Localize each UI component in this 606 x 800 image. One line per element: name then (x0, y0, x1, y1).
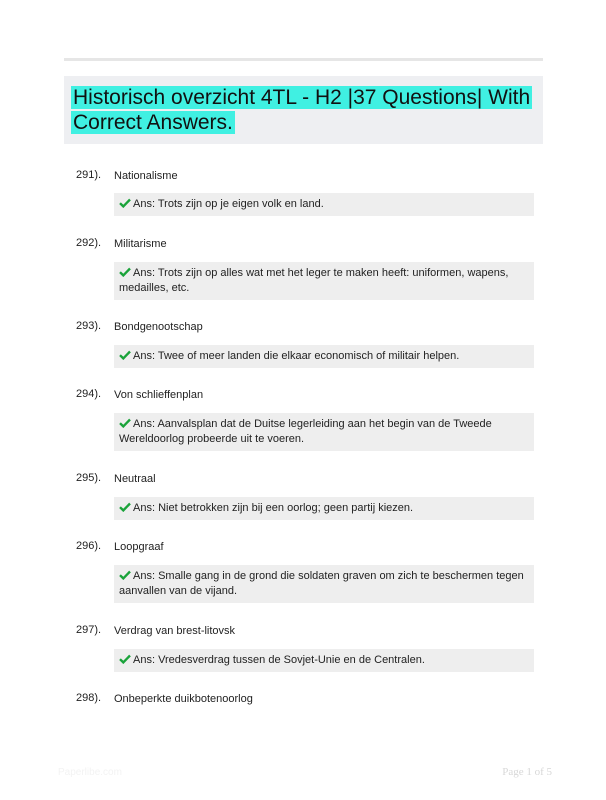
question-number: 292). (76, 237, 102, 249)
question-term: Loopgraaf (114, 541, 164, 553)
answer-box (114, 413, 534, 451)
page-number: Page 1 of 5 (502, 766, 552, 778)
question-term: Verdrag van brest-litovsk (114, 625, 236, 637)
page-title-text: Historisch overzicht 4TL - H2 |37 Questions| With Correct Answers. (73, 86, 531, 134)
question-term: Von schlieffenplan (114, 389, 204, 401)
check-icon (119, 198, 131, 208)
answer-box (114, 193, 534, 216)
footer-site-watermark: Paperlibe.com (58, 767, 122, 778)
check-icon (119, 654, 131, 664)
question-number: 298). (76, 692, 102, 704)
question-number: 294). (76, 388, 102, 400)
check-icon (119, 502, 131, 512)
check-icon (119, 570, 131, 580)
question-term: Onbeperkte duikbotenoorlog (114, 693, 253, 705)
answer-text: Ans: Vredesverdrag tussen de Sovjet-Unie en de Centralen. (133, 654, 425, 666)
answer-text: Ans: Twee of meer landen die elkaar economisch of militair helpen. (133, 350, 460, 362)
answer-box (114, 497, 534, 520)
answer-text: Ans: Trots zijn op alles wat met het leger te maken heeft: uniformen, wapens, medailles, etc. (119, 267, 509, 294)
check-icon (119, 418, 131, 428)
question-term: Nationalisme (114, 170, 178, 182)
question-number: 295). (76, 472, 102, 484)
question-number: 291). (76, 169, 102, 181)
answer-box (114, 262, 534, 300)
answer-box (114, 649, 534, 672)
check-icon (119, 267, 131, 277)
answer-text: Ans: Smalle gang in de grond die soldaten graven om zich te beschermen tegen aanvallen van de vijand. (119, 570, 524, 597)
answer-text: Ans: Niet betrokken zijn bij een oorlog; geen partij kiezen. (133, 502, 414, 514)
answer-box (114, 345, 534, 368)
question-term: Bondgenootschap (114, 321, 203, 333)
question-number: 296). (76, 540, 102, 552)
answer-text: Ans: Aanvalsplan dat de Duitse legerleiding aan het begin van de Tweede Wereldoorlog probeerde uit te voeren. (119, 418, 492, 445)
question-term: Militarisme (114, 238, 167, 250)
question-term: Neutraal (114, 473, 156, 485)
answer-box (114, 565, 534, 603)
question-number: 297). (76, 624, 102, 636)
answer-text: Ans: Trots zijn op je eigen volk en land. (133, 198, 324, 210)
question-number: 293). (76, 320, 102, 332)
check-icon (119, 350, 131, 360)
